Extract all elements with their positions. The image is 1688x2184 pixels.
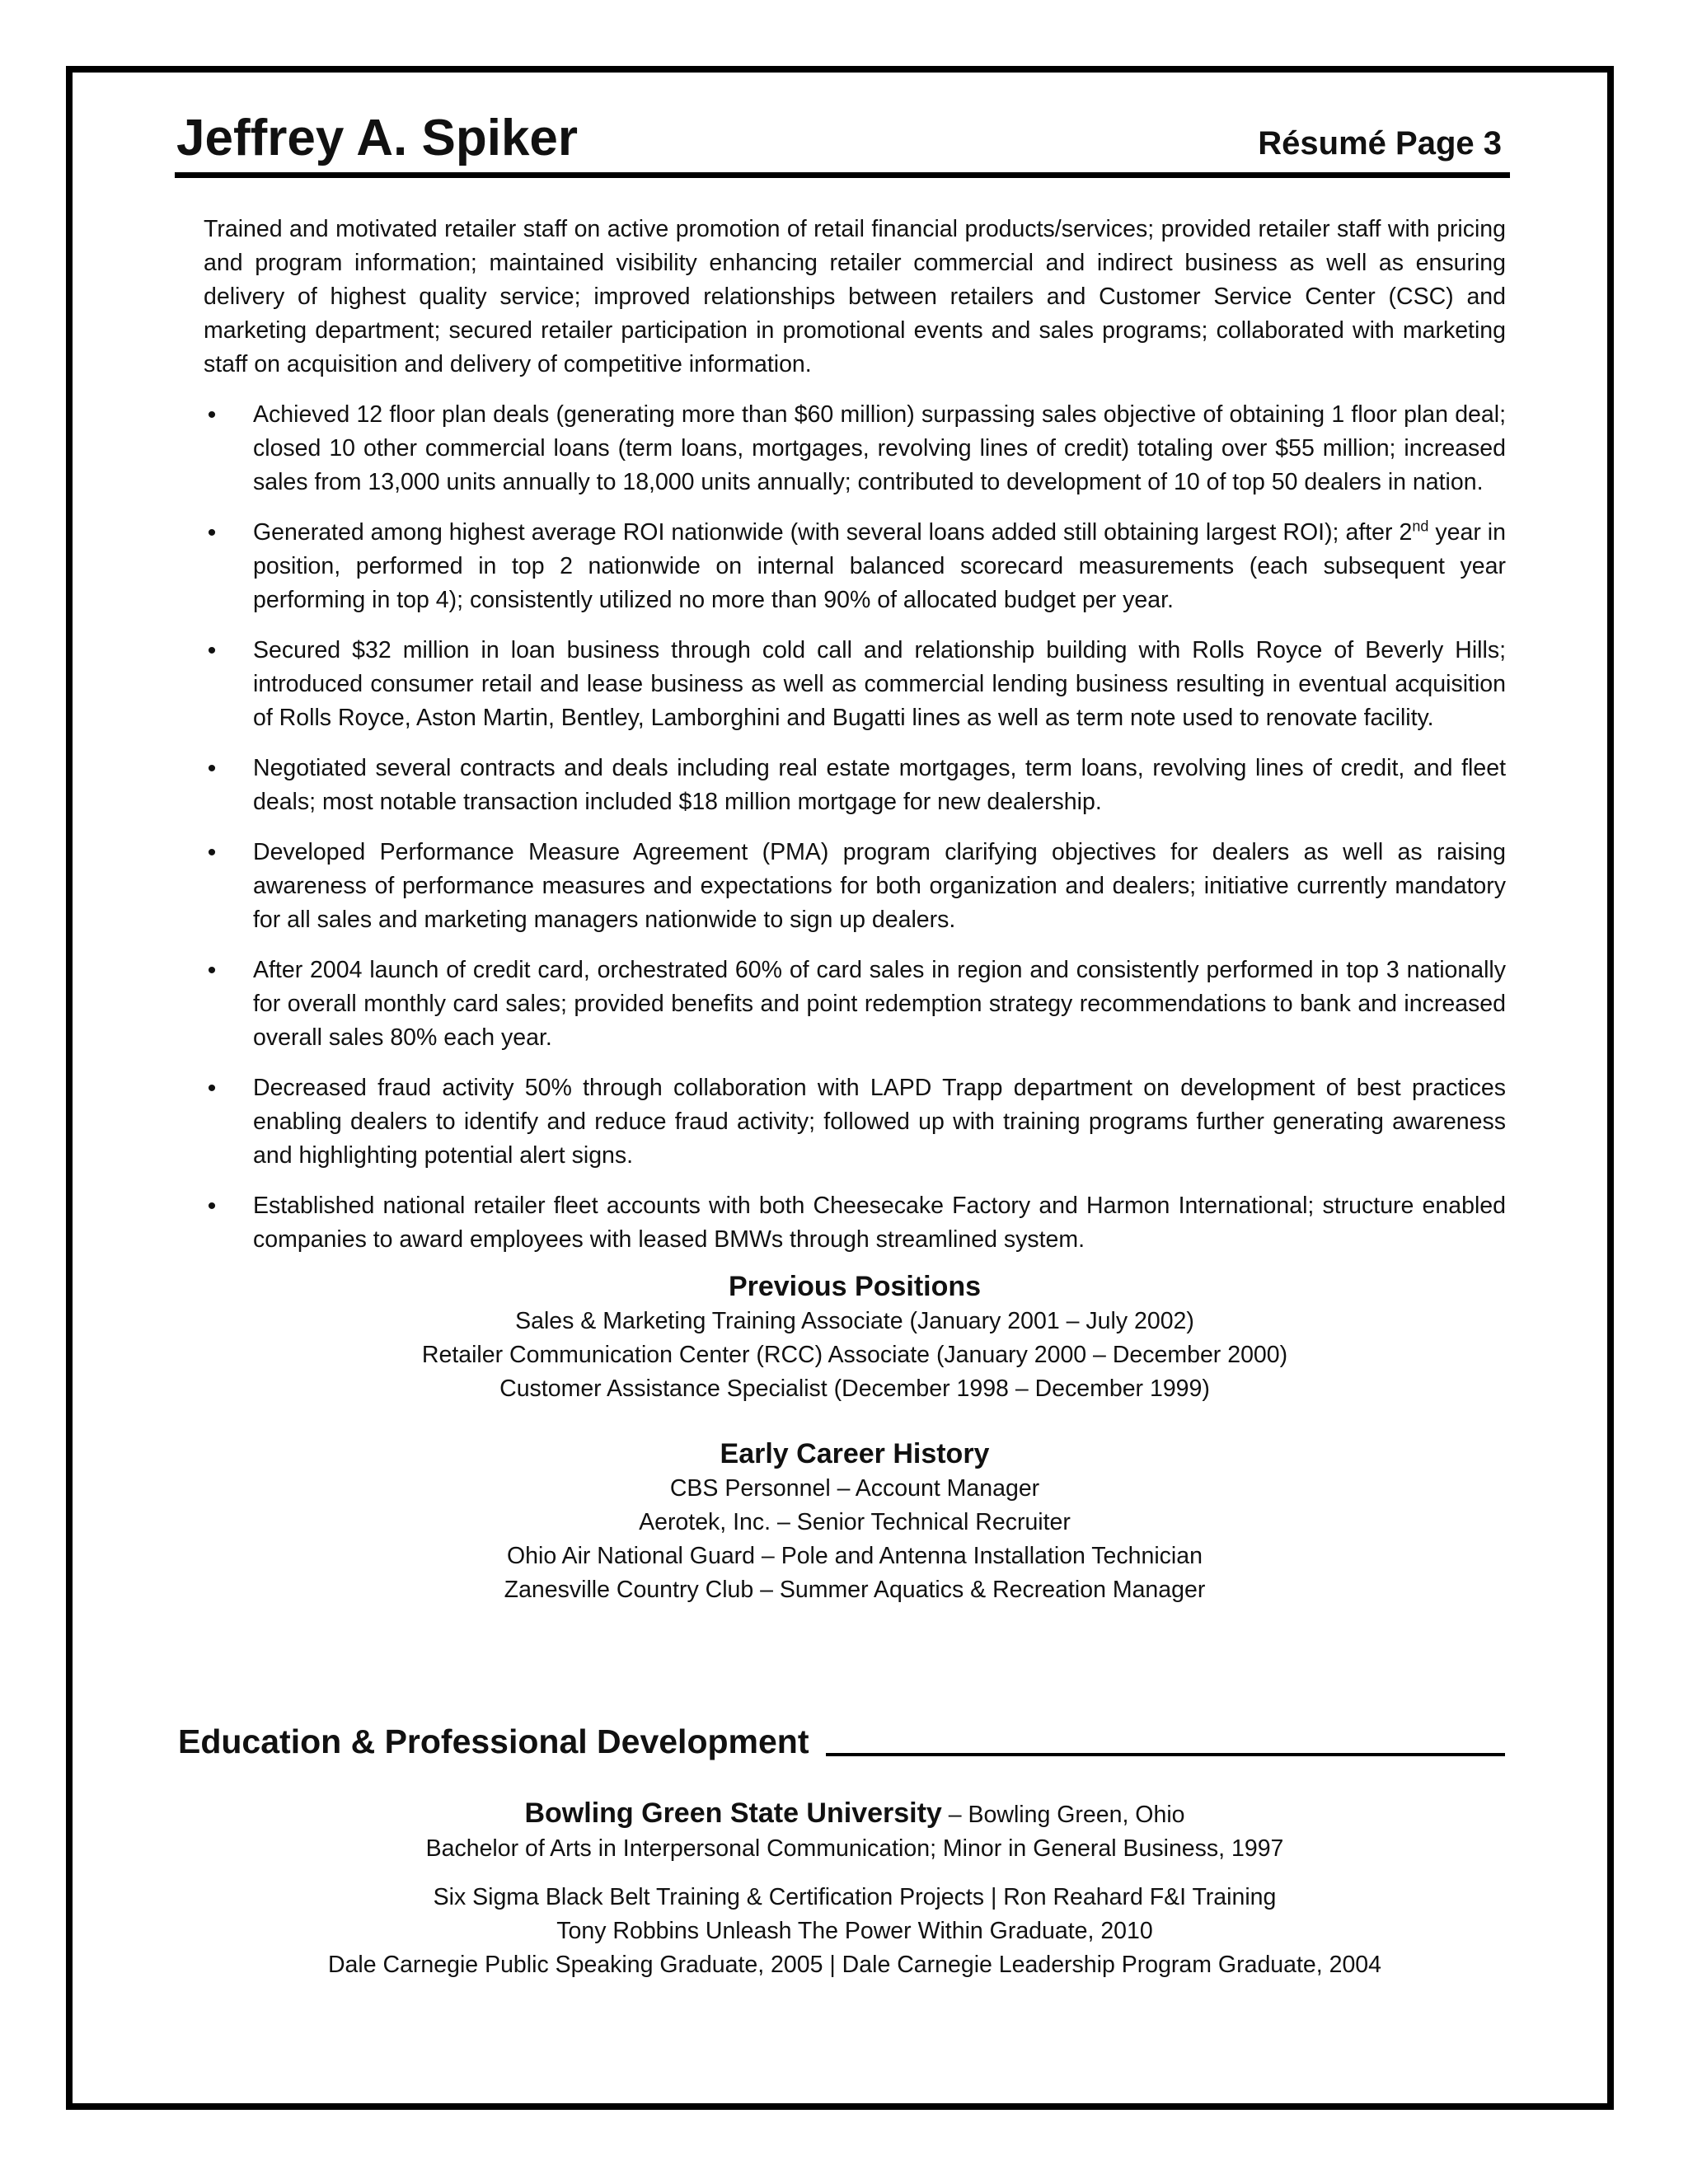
bullet-icon: • (207, 839, 217, 866)
achievement-text: Secured $32 million in loan business through cold call and relationship building with Rolls Royce of Beverly Hills; introduced consumer retail and lease business as well as commercial lending business resulting in eventual acquisition of Rolls Royce, Aston Martin, Bentley, Lamborghini and Bugatti lines as well as term note used to renovate facility. (253, 637, 1506, 731)
university-name: Bowling Green State University (524, 1797, 942, 1829)
achievement-text: Developed Performance Measure Agreement (PMA) program clarifying objectives for dealers as well as raising awareness of performance measures and expectations for both organization and dealers; initiative currently mandatory for all sales and marketing managers nationwide to sign up dealers. (253, 839, 1506, 933)
candidate-name: Jeffrey A. Spiker (176, 110, 579, 166)
bullet-icon: • (207, 1193, 217, 1220)
resume-page-label: Résumé Page 3 (1258, 125, 1502, 162)
achievement-item (204, 752, 1506, 819)
position-line: Sales & Marketing Training Associate (January 2001 – July 2002) (515, 1308, 1194, 1334)
achievement-text: Achieved 12 floor plan deals (generating more than $60 million) surpassing sales objective of obtaining 1 floor plan deal; closed 10 other commercial loans (term loans, mortgages, revolving lines of credit) totaling over $55 million; increased sales from 13,000 units annually to 18,000 units annually; contributed to development of 10 of top 50 dealers in nation. (253, 401, 1506, 495)
experience-content (204, 213, 1506, 1607)
career-line: Ohio Air National Guard – Pole and Antenna Installation Technician (507, 1543, 1203, 1569)
achievement-item (204, 1189, 1506, 1257)
bullet-icon: • (207, 401, 217, 429)
training-line: Six Sigma Black Belt Training & Certification Projects | Ron Reahard F&I Training (433, 1884, 1277, 1910)
bullet-icon: • (207, 519, 217, 546)
career-line: Zanesville Country Club – Summer Aquatics & Recreation Manager (504, 1577, 1206, 1603)
early-career-heading: Early Career History (720, 1438, 990, 1469)
education-heading (178, 1718, 1505, 1765)
spacer (204, 1866, 1506, 1881)
position-line: Customer Assistance Specialist (December 1998 – December 1999) (499, 1376, 1210, 1402)
previous-positions-heading: Previous Positions (728, 1271, 982, 1302)
achievement-text-part: Generated among highest average ROI nationwide (with several loans added still obtaining largest ROI); after 2 (253, 519, 1413, 546)
achievement-item (204, 516, 1506, 617)
achievement-list (204, 398, 1506, 1257)
heading-rule (826, 1753, 1506, 1756)
university-location: – Bowling Green, Ohio (941, 1802, 1185, 1828)
achievement-text: After 2004 launch of credit card, orchestrated 60% of card sales in region and consistently performed in top 3 nationally for overall monthly card sales; provided benefits and point redemption strategy recommendations to bank and increased overall sales 80% each year. (253, 957, 1506, 1051)
achievement-text: Negotiated several contracts and deals including real estate mortgages, term loans, revolving lines of credit, and fleet deals; most notable transaction included $18 million mortgage for new dealership. (253, 755, 1506, 815)
training-line: Tony Robbins Unleash The Power Within Graduate, 2010 (556, 1918, 1153, 1944)
role-summary: Trained and motivated retailer staff on active promotion of retail financial products/services; provided retailer staff with pricing and program information; maintained visibility enhancing retailer commercial and indirect business as well as ensuring delivery of highest quality service; improved relationships between retailers and Customer Service Center (CSC) and marketing department; secured retailer participation in promotional events and sales programs; collaborated with marketing staff on acquisition and delivery of competitive information. (204, 216, 1506, 377)
achievement-item (204, 398, 1506, 499)
achievement-item (204, 954, 1506, 1055)
achievement-item (204, 1071, 1506, 1173)
position-line: Retailer Communication Center (RCC) Associate (January 2000 – December 2000) (421, 1342, 1288, 1368)
degree-line: Bachelor of Arts in Interpersonal Communication; Minor in General Business, 1997 (425, 1835, 1284, 1862)
bullet-icon: • (207, 1075, 217, 1102)
achievement-text: Established national retailer fleet accounts with both Cheesecake Factory and Harmon International; structure enabled companies to award employees with leased BMWs through streamlined system. (253, 1193, 1506, 1253)
university-line (204, 1797, 1506, 1832)
achievement-item (204, 836, 1506, 937)
previous-positions-section (204, 1268, 1506, 1406)
bullet-icon: • (207, 637, 217, 664)
career-line: Aerotek, Inc. – Senior Technical Recruiter (639, 1509, 1071, 1535)
bullet-icon: • (207, 957, 217, 984)
achievement-text-part: year in position, performed in top 2 nationwide on internal balanced scorecard measurements (each subsequent year performing in top 4); consistently utilized no more than 90% of allocated budget per year. (253, 519, 1506, 613)
career-line: CBS Personnel – Account Manager (669, 1475, 1040, 1502)
spacer (204, 1406, 1506, 1431)
education-heading-text: Education & Professional Development (178, 1722, 809, 1760)
bullet-icon: • (207, 755, 217, 782)
training-line: Dale Carnegie Public Speaking Graduate, 2005 | Dale Carnegie Leadership Program Graduate, 2004 (327, 1952, 1382, 1978)
page-header (175, 105, 1510, 178)
ordinal-suffix: nd (1412, 518, 1429, 535)
education-content (204, 1797, 1506, 1982)
achievement-text: Decreased fraud activity 50% through collaboration with LAPD Trapp department on development of best practices enabling dealers to identify and reduce fraud activity; followed up with training programs further generating awareness and highlighting potential alert signs. (253, 1075, 1506, 1169)
early-career-section (204, 1436, 1506, 1607)
achievement-item (204, 634, 1506, 735)
